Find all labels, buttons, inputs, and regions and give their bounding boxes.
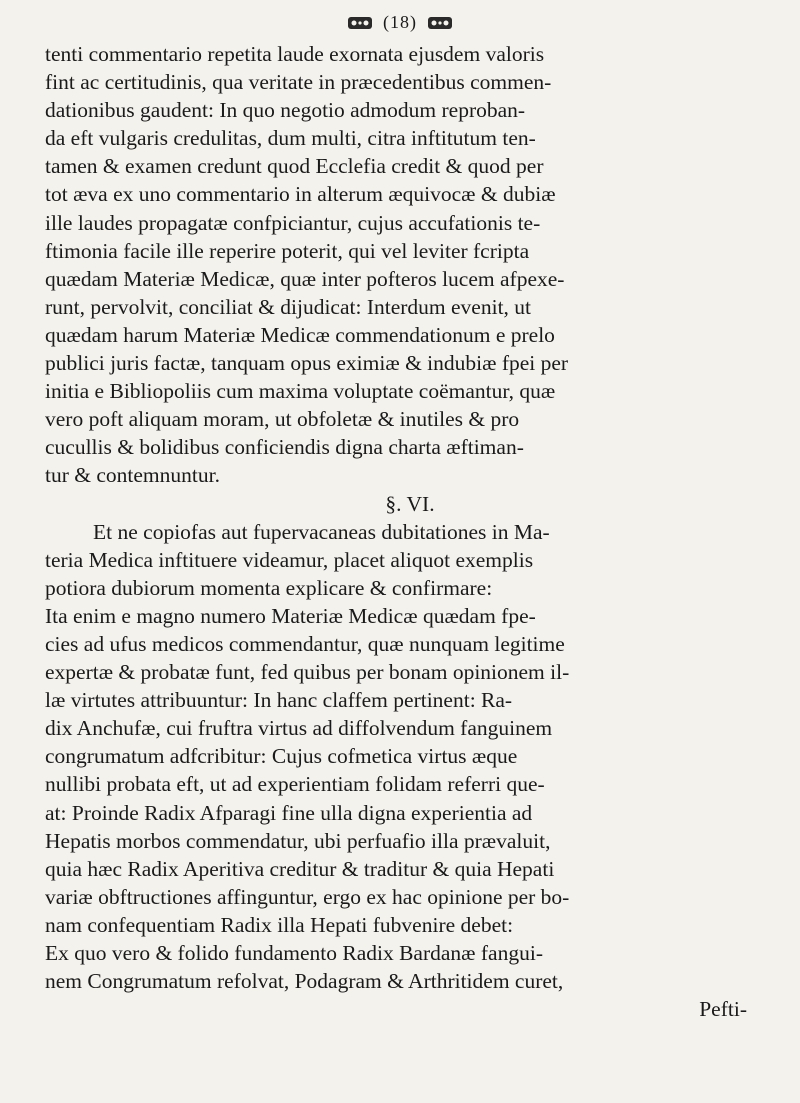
text-line: potiora dubiorum momenta explicare & confirmare: xyxy=(45,575,493,600)
text-line: Ita enim e magno numero Materiæ Medicæ quædam fpe- xyxy=(45,603,536,628)
text-line: cies ad ufus medicos commendantur, quæ nunquam legitime xyxy=(45,631,565,656)
text-line: nam confequentiam Radix illa Hepati fubvenire debet: xyxy=(45,912,514,937)
text-line: dix Anchufæ, cui fruftra virtus ad diffolvendum fanguinem xyxy=(45,716,553,741)
text-line: initia e Bibliopoliis cum maxima voluptate coëmantur, quæ xyxy=(45,379,556,404)
text-line: da eft vulgaris credulitas, dum multi, citra inftitutum ten- xyxy=(45,126,536,151)
text-line: Ex quo vero & folido fundamento Radix Bardanæ fangui- xyxy=(45,941,543,965)
text-line: nem Congrumatum refolvat, Podagram & Arthritidem curet, xyxy=(45,969,564,994)
text-line: dationibus gaudent: In quo negotio admodum reproban- xyxy=(45,98,526,123)
text-line: quædam harum Materiæ Medicæ commendationum e prelo xyxy=(45,322,555,347)
text-line: Et ne copiofas aut fupervacaneas dubitationes in Ma- xyxy=(93,519,550,544)
text-line: læ virtutes attribuuntur: In hanc claffem pertinent: Ra- xyxy=(45,688,513,713)
left-ornament-icon xyxy=(347,15,373,31)
text-line: tenti commentario repetita laude exornata ejusdem valoris xyxy=(45,42,545,66)
text-line: fint ac certitudinis, qua veritate in præcedentibus commen- xyxy=(45,70,552,95)
text-line: Hepatis morbos commendatur, ubi perfuafio illa prævaluit, xyxy=(45,828,551,853)
text-line: tamen & examen credunt quod Ecclefia credit & quod per xyxy=(45,154,544,179)
text-line: teria Medica inftituere videamur, placet aliquot exemplis xyxy=(45,547,534,572)
text-line: publici juris factæ, tanquam opus eximiæ & indubiæ fpei per xyxy=(45,351,569,376)
text-line: at: Proinde Radix Afparagi fine ulla digna experientia ad xyxy=(45,800,533,825)
page-number: (18) xyxy=(383,12,417,32)
right-ornament-icon xyxy=(427,15,453,31)
page-header xyxy=(0,12,800,33)
text-line: ille laudes propagatæ confpiciantur, cujus accufationis te- xyxy=(45,210,541,235)
text-line: cucullis & bolidibus conficiendis digna charta æftiman- xyxy=(45,435,524,460)
body-text xyxy=(45,40,775,1023)
text-line: nullibi probata eft, ut ad experientiam folidam referri que- xyxy=(45,772,545,797)
catchword: Pefti- xyxy=(699,997,747,1022)
section-heading: §. VI. xyxy=(385,491,435,516)
text-line: congrumatum adfcribitur: Cujus cofmetica virtus æque xyxy=(45,744,518,769)
text-line: tur & contemnuntur. xyxy=(45,463,220,488)
text-line: variæ obftructiones affinguntur, ergo ex hac opinione per bo- xyxy=(45,884,570,909)
text-line: runt, pervolvit, conciliat & dijudicat: Interdum evenit, ut xyxy=(45,294,532,319)
text-line: quædam Materiæ Medicæ, quæ inter pofteros lucem afpexe- xyxy=(45,266,565,291)
text-line: expertæ & probatæ funt, fed quibus per bonam opinionem il- xyxy=(45,660,570,685)
text-line: vero poft aliquam moram, ut obfoletæ & inutiles & pro xyxy=(45,407,520,432)
text-line: tot æva ex uno commentario in alterum æquivocæ & dubiæ xyxy=(45,182,556,207)
text-line: quia hæc Radix Aperitiva creditur & traditur & quia Hepati xyxy=(45,856,555,881)
text-line: ftimonia facile ille reperire poterit, qui vel leviter fcripta xyxy=(45,238,530,263)
